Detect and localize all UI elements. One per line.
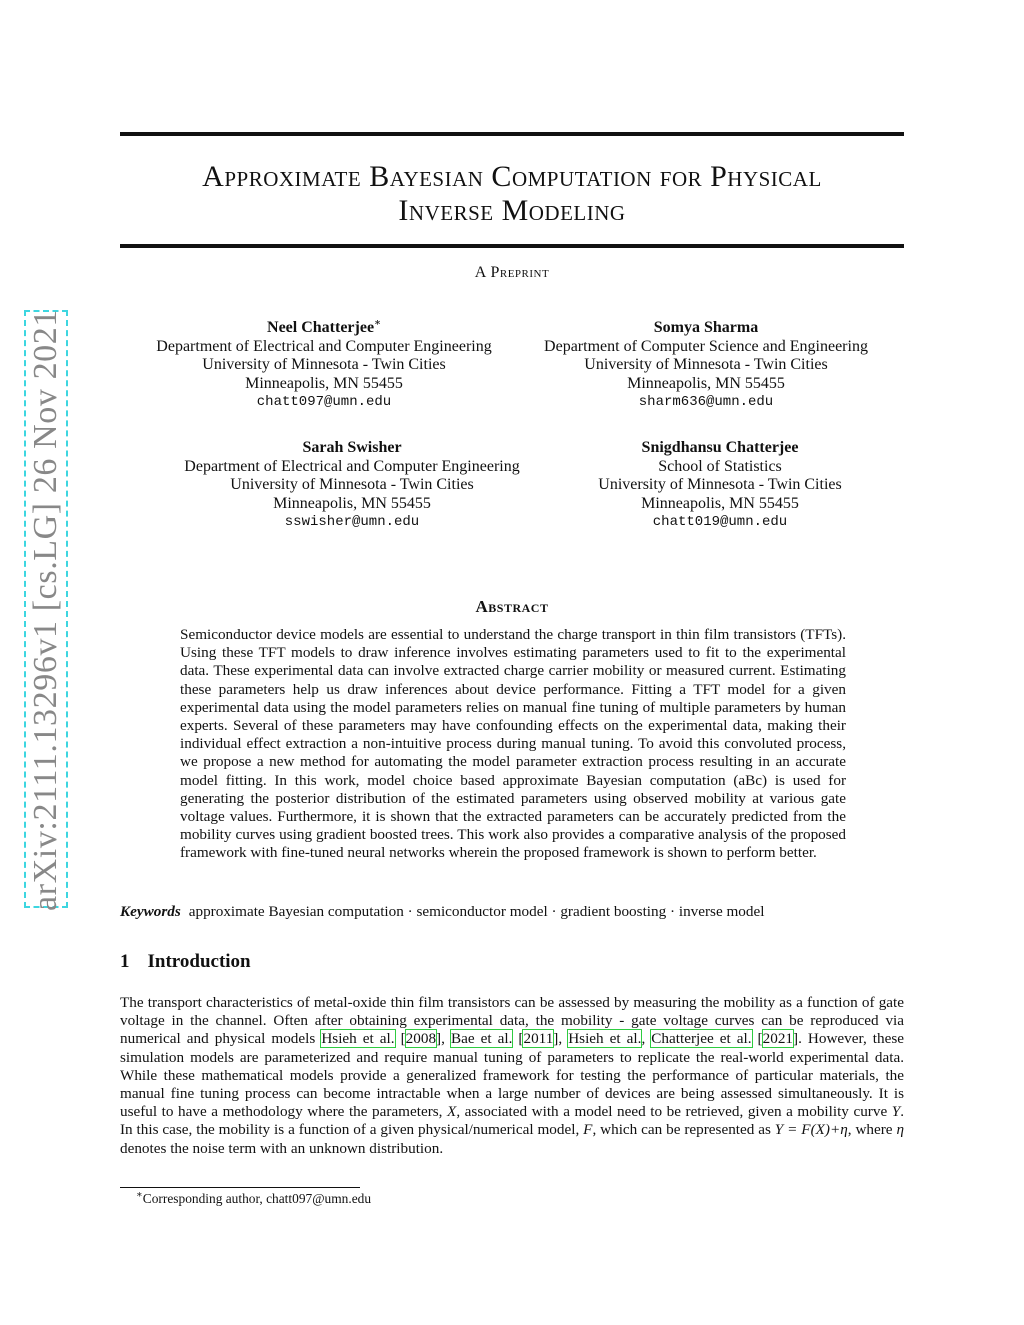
author-univ: University of Minnesota - Twin Cities <box>202 356 446 373</box>
author-name: Somya Sharma <box>653 319 759 336</box>
citation-year-link[interactable]: 2021 <box>762 1030 793 1048</box>
intro-text: , where <box>847 1121 897 1139</box>
author-dept: Department of Computer Science and Engineering <box>544 337 868 355</box>
arxiv-stamp: arXiv:2111.13296v1 [cs.LG] 26 Nov 2021 <box>27 309 64 911</box>
keywords-line <box>120 903 904 921</box>
intro-text: . However, these simulation models are parameterized and require manual tuning of parameters to replicate the real-world experimental data. While these mathematical models provide a generalized framework for testing the performance of particular materials, the manual fine tuning process can become intractable when a large number of devices are being assessed simultaneously. It is useful to have a methodology where the parameters, <box>120 1030 905 1121</box>
paper-title <box>120 160 904 228</box>
title-top-rule <box>120 132 904 136</box>
author-univ: University of Minnesota - Twin Cities <box>598 476 842 493</box>
abstract-heading: Abstract <box>475 597 549 616</box>
math-symbol: Y <box>891 1103 901 1121</box>
author-email: sharm636@umn.edu <box>638 394 774 410</box>
intro-text: The transport characteristics of metal-oxide thin film transistors can be assessed by measuring the mobility as a function of gate voltage in the channel. Often after obtaining experimental data, the mobility - gate voltage curves can be reproduced via numerical and physical models <box>120 994 904 1048</box>
footnote-marker: ∗ <box>374 317 381 329</box>
author-block <box>506 319 906 412</box>
title-bottom-rule <box>120 244 904 248</box>
intro-text: , which can be represented as <box>592 1121 775 1139</box>
author-email: sswisher@umn.edu <box>284 514 420 530</box>
intro-paragraph: The transport characteristics of metal-oxide thin film transistors can be assessed by measuring the mobility as a function of gate voltage in the channel. Often after obtaining experimental data, the mobility - gate voltage curves can be reproduced via numerical and physical models Hsieh et al. [2008], Bae et al. [2011], Hsieh et al., Chatterjee et al. [2021]. However, these simulation models are parameterized and require manual tuning of parameters to replicate the real-world experimental data. While these mathematical models provide a generalized framework for testing the performance of particular materials, the manual fine tuning process can become intractable when a large number of devices are being assessed simultaneously. It is useful to have a methodology where the parameters, X, associated with a model need to be retrieved, given a mobility curve Y. In this case, the mobility is a function of a given physical/numerical model, F, which can be represented as Y = F(X)+η, where η denotes the noise term with an unknown distribution. <box>120 994 905 1157</box>
author-city: Minneapolis, MN 55455 <box>273 494 431 512</box>
author-block <box>124 319 524 412</box>
preprint-label: A Preprint <box>474 264 550 281</box>
citation-link[interactable]: Bae et al. <box>450 1030 513 1048</box>
author-email: chatt019@umn.edu <box>652 514 788 530</box>
section-number: 1 <box>120 951 130 972</box>
author-city: Minneapolis, MN 55455 <box>245 374 403 392</box>
author-dept: Department of Electrical and Computer Engineering <box>184 457 520 475</box>
math-symbol: F <box>583 1121 593 1139</box>
author-univ: University of Minnesota - Twin Cities <box>230 476 474 493</box>
keywords-text: approximate Bayesian computation · semiconductor model · gradient boosting · inverse model <box>188 903 765 920</box>
citation-link[interactable]: Hsieh et al. <box>568 1030 642 1048</box>
author-name: Sarah Swisher <box>302 439 402 456</box>
author-block <box>520 439 920 532</box>
title-line-1: Approximate Bayesian Computation for Physical <box>202 160 822 193</box>
math-symbol: η <box>896 1121 904 1139</box>
math-symbol: X <box>447 1103 457 1121</box>
footnote-rule <box>120 1187 360 1188</box>
math-equation: Y = F(X)+η <box>774 1121 848 1139</box>
title-line-2: Inverse Modeling <box>398 194 626 227</box>
author-dept: Department of Electrical and Computer Engineering <box>156 337 492 355</box>
author-dept: School of Statistics <box>658 457 782 475</box>
citation-link[interactable]: Hsieh et al. <box>321 1030 395 1048</box>
footnote-marker: ∗ <box>136 1189 143 1201</box>
author-email: chatt097@umn.edu <box>256 394 392 410</box>
keywords-label: Keywords <box>120 903 181 920</box>
abstract-text: Semiconductor device models are essential to understand the charge transport in thin film transistors (TFTs). Using these TFT models to draw inference involves estimating parameters used to fit to the experimental data. These experimental data can involve extracted charge carrier mobility or measured current. Estimating these parameters help us draw inferences about device performance. Fitting a TFT model for a given experimental data using the model parameters relies on manual fine tuning of multiple parameters by human experts. Several of these parameters may have confounding effects on the experimental data, making their individual effect extraction a non-intuitive process during manual tuning. To avoid this convoluted process, we propose a new method for automating the model parameter extraction process resulting in an accurate model fitting. In this work, model choice based approximate Bayesian computation (aBc) is used for generating the posterior distribution of the estimated parameters using observed mobility at various gate voltage values. Furthermore, it is shown that the extracted parameters can be accurately predicted from the mobility curves using gradient boosted trees. This work also provides a comparative analysis of the proposed framework with fine-tuned neural networks wherein the proposed framework is shown to perform better. <box>180 626 846 862</box>
citation-year-link[interactable]: 2008 <box>405 1030 437 1048</box>
author-block <box>152 439 552 532</box>
author-univ: University of Minnesota - Twin Cities <box>584 356 828 373</box>
intro-text: denotes the noise term with an unknown distribution. <box>120 1139 444 1157</box>
author-name: Neel Chatterjee∗ <box>267 317 381 336</box>
intro-text: . In this case, the mobility is a function of a given physical/numerical model, <box>120 1103 904 1139</box>
intro-text: , associated with a model need to be retrieved, given a mobility curve <box>456 1103 892 1121</box>
section-heading <box>120 951 251 973</box>
footnote <box>136 1191 371 1207</box>
citation-link[interactable]: Chatterjee et al. <box>651 1030 752 1048</box>
citation-year-link[interactable]: 2011 <box>523 1030 554 1048</box>
author-name: Snigdhansu Chatterjee <box>641 439 799 456</box>
author-city: Minneapolis, MN 55455 <box>627 374 785 392</box>
author-city: Minneapolis, MN 55455 <box>641 494 799 512</box>
footnote-text: Corresponding author, chatt097@umn.edu <box>142 1191 372 1206</box>
section-title: Introduction <box>147 951 251 972</box>
